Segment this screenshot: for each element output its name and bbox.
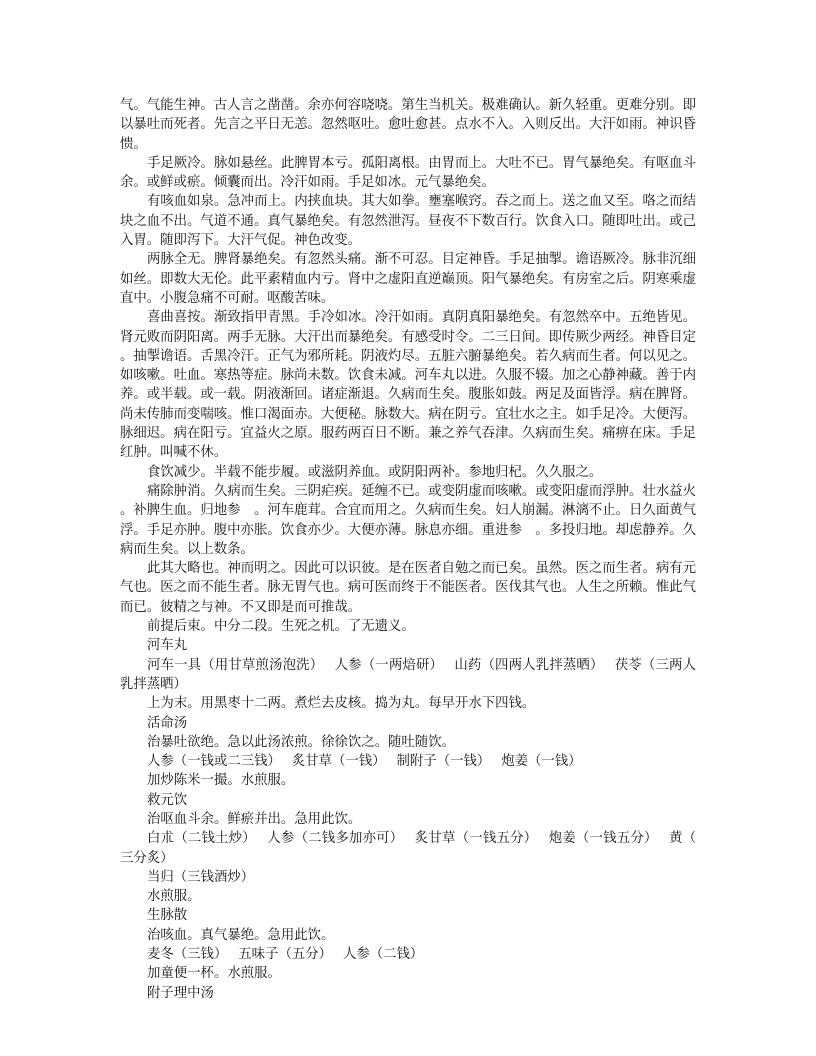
heading-fuzilizhongtang: 附子理中汤 [147, 985, 214, 1001]
paragraph-9: 前提后束。中分二段。生死之机。了无遗义。 [147, 619, 415, 635]
paragraph-6: 食饮减少。半载不能步履。或滋阴养血。或阴阳两补。参地归杞。久久服之。 [147, 464, 603, 480]
heading-hecheguan: 河车丸 [147, 638, 188, 654]
paragraph-4: 两脉全无。脾肾暴绝矣。有忽然头痛。渐不可忍。目定神昏。手足抽掣。谵语厥冷。脉非沉细如丝。即数大无伦。此平素精血内亏。肾中之虚阳直逆巅顶。阳气暴绝矣。有房室之后。阴寒乘虚直中。小腹急痛不可耐。呕酸苦味。 [120, 252, 697, 306]
recipe-ingredients-shengmaisan: 麦冬（三钱） 五味子（五分） 人参（二钱） [147, 947, 424, 963]
recipe-instructions-shengmaisan: 加童便一杯。水煎服。 [147, 966, 281, 982]
recipe-indication-shengmaisan: 治咳血。真气暴绝。急用此饮。 [147, 927, 335, 943]
heading-shengmaisan: 生脉散 [147, 908, 188, 924]
recipe-ingredients-huomingtang: 人参（一钱或二三钱） 炙甘草（一钱） 制附子（一钱） 炮姜（一钱） [147, 754, 582, 770]
paragraph-1: 气。气能生神。古人言之凿凿。余亦何容哓哓。第生当机关。极难确认。新久轻重。更难分别。即以暴吐而死者。先言之平日无恙。忽然呕吐。愈吐愈甚。点水不入。入则反出。大汗如雨。神识昏愦。 [120, 98, 696, 152]
recipe-ingredients-hecheguan: 河车一具（用甘草煎汤泡洗） 人参（一两焙研） 山药（四两人乳拌蒸晒） 茯苓（三两人乳拌蒸晒） [120, 657, 696, 692]
recipe-instructions-huomingtang: 加炒陈米一撮。水煎服。 [147, 773, 295, 789]
heading-huomingtang: 活命汤 [147, 715, 188, 731]
recipe-indication-jiuyuanyin: 治呕血斗余。鲜瘀并出。急用此饮。 [147, 811, 362, 827]
paragraph-8: 此其大略也。神而明之。因此可以识彼。是在医者自勉之而已矣。虽然。医之而生者。病有元气也。医之而不能生者。脉无胃气也。病可医而终于不能医者。医伐其气也。人生之所赖。惟此气而已。彼精之与神。不又即是而可推哉。 [120, 561, 697, 615]
paragraph-7: 痛除肿消。久病而生矣。三阴疟疾。延缠不已。或变阴虚而咳嗽。或变阳虚而浮肿。壮水益火。补脾生血。归地参 。河车鹿茸。合宜而用之。久病而生矣。妇人崩漏。淋漓不止。日久面黄气浮。手足亦肿。腹中亦胀。饮食亦少。大便亦薄。脉息亦细。重进参 。多投归地。却虑静养。久病而生矣。以上数条。 [120, 483, 697, 557]
recipe-indication-huomingtang: 治暴吐欲绝。急以此汤浓煎。徐徐饮之。随吐随饮。 [147, 734, 455, 750]
document-page [120, 96, 696, 1003]
recipe-instructions-hecheguan: 上为末。用黑枣十二两。煮烂去皮核。捣为丸。每早开水下四钱。 [147, 696, 536, 712]
paragraph-5: 喜曲喜按。渐致指甲青黑。手冷如冰。冷汗如雨。真阴真阳暴绝矣。有忽然卒中。五绝皆见。肾元败而阴阳离。两手无脉。大汗出而暴绝矣。有感受时令。二三日间。即传厥少两经。神昏目定。抽掣谵语。舌黑冷汗。正气为邪所耗。阴液灼尽。五脏六腑暴绝矣。若久病而生者。何以见之。如咳嗽。吐血。寒热等症。脉尚未数。饮食未减。河车丸以进。久服不辍。加之心静神藏。善于内养。或半载。或一载。阴液渐回。诸症渐退。久病而生矣。腹胀如鼓。两足及面皆浮。病在脾肾。尚未传肺而变喘咳。惟口渴面赤。大便秘。脉数大。病在阴亏。宜壮水之主。如手足冷。大便泻。脉细迟。病在阳亏。宜益火之原。服药两百日不断。兼之养气吞津。久病而生矣。痛痹在床。手足红肿。叫喊不休。 [120, 310, 697, 461]
heading-jiuyuanyin: 救元饮 [147, 792, 188, 808]
paragraph-3: 有咳血如泉。急冲而上。内挟血块。其大如拳。壅塞喉窍。吞之而上。送之血又至。咯之而结块之血不出。气道不通。真气暴绝矣。有忽然泄泻。昼夜不下数百行。饮食入口。随即吐出。或己入胃。随即泻下。大汗气促。神色改变。 [120, 194, 697, 249]
recipe-ingredients-jiuyuanyin-cont: 当归（三钱酒炒） [147, 869, 255, 885]
recipe-ingredients-jiuyuanyin: 白朮（二钱土炒） 人参（二钱多加亦可） 炙甘草（一钱五分） 炮姜（一钱五分） 黄（三分炙） [120, 831, 696, 866]
paragraph-2: 手足厥冷。脉如悬丝。此脾胃本亏。孤阳离根。由胃而上。大吐不已。胃气暴绝矣。有呕血斗余。或鲜或瘀。倾囊而出。冷汗如雨。手足如冰。元气暴绝矣。 [120, 155, 697, 191]
recipe-instructions-jiuyuanyin: 水煎服。 [147, 889, 201, 905]
